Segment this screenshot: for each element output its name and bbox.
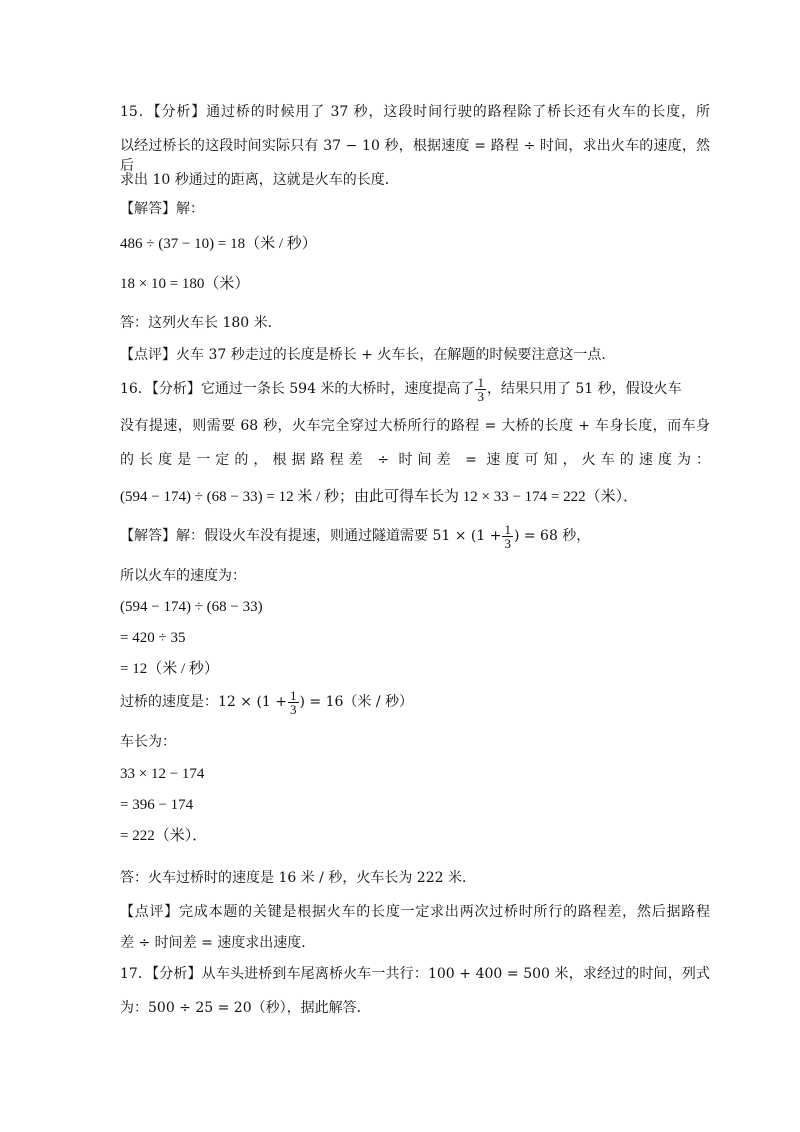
q16-bridge-speed-text-a: 过桥的速度是：12 × (1 + [120,694,287,710]
q16-bridge-speed-text-b: ) = 16（米 / 秒） [299,694,414,710]
q16-analysis-line-1-text-b: ，结果只用了 51 秒，假设火车 [486,381,682,397]
q16-analysis-line-1-text-a: 16．【分析】它通过一条长 594 米的大桥时，速度提高了 [120,381,475,397]
q16-analysis-line-3: 的长度是一定的，根据路程差 ÷ 时间差 = 速度可知，火车的速度为： [120,452,710,468]
fraction-one-third: $\frac{1}{3}$ [290,687,297,717]
q16-calc-4: 33 × 12 − 174 [120,766,205,782]
q16-calc-6: = 222（米）． [120,828,208,844]
q15-analysis-line-1: 15．【分析】通过桥的时候用了 37 秒，这段时间行驶的路程除了桥长还有火车的长度，所 [120,104,710,120]
q15-answer-header: 【解答】解： [120,201,204,217]
q16-analysis-line-2: 没有提速，则需要 68 秒，火车完全穿过大桥所行的路程 = 大桥的长度 + 车身长度，而车身 [120,418,710,434]
q16-bridge-speed [120,686,710,718]
q16-calc-1: (594 − 174) ÷ (68 − 33) [120,599,263,615]
q15-analysis-line-3: 求出 10 秒通过的距离，这就是火车的长度． [120,172,399,188]
q16-comment-line-2: 差 ÷ 时间差 = 速度求出速度． [120,935,316,951]
q16-calc-2: = 420 ÷ 35 [120,630,186,646]
fraction-one-third: $\frac{1}{3}$ [477,374,484,404]
q16-answer-line-1-text-b: ) = 68 秒， [513,528,591,544]
q16-analysis-line-4: (594 − 174) ÷ (68 − 33) = 12 米 / 秒；由此可得车长为 12 × 33 − 174 = 222（米）． [120,489,639,505]
q16-answer-line-1 [120,520,710,552]
q16-final-answer: 答：火车过桥时的速度是 16 米 / 秒，火车长为 222 米． [120,870,476,886]
q16-calc-5: = 396 − 174 [120,797,194,813]
q15-equation-1: 486 ÷ (37 − 10) = 18（米 / 秒） [120,236,317,252]
q15-analysis-line-2: 以经过桥长的这段时间实际只有 37 − 10 秒，根据速度 = 路程 ÷ 时间，求出火车的速度，然后 [120,138,710,174]
q17-analysis-line-2: 为：500 ÷ 25 = 20（秒），据此解答． [120,1000,371,1016]
q16-speed-label: 所以火车的速度为： [120,568,246,584]
q16-answer-line-1-text-a: 【解答】解：假设火车没有提速，则通过隧道需要 51 × (1 + [120,528,502,544]
q16-analysis-line-1 [120,374,710,404]
q16-length-label: 车长为： [120,734,176,750]
q15-final-answer: 答：这列火车长 180 米． [120,315,282,331]
q15-comment: 【点评】火车 37 秒走过的长度是桥长 + 火车长，在解题的时候要注意这一点． [120,347,616,363]
q15-equation-2: 18 × 10 = 180（米） [120,276,250,292]
q16-comment-line-1: 【点评】完成本题的关键是根据火车的长度一定求出两次过桥时所行的路程差，然后据路程 [120,904,710,920]
q17-analysis-line-1: 17．【分析】从车头进桥到车尾离桥火车一共行：100 + 400 = 500 米，求经过的时间，列式 [120,966,710,982]
fraction-one-third: $\frac{1}{3}$ [504,521,511,551]
q16-calc-3: = 12（米 / 秒） [120,661,219,677]
